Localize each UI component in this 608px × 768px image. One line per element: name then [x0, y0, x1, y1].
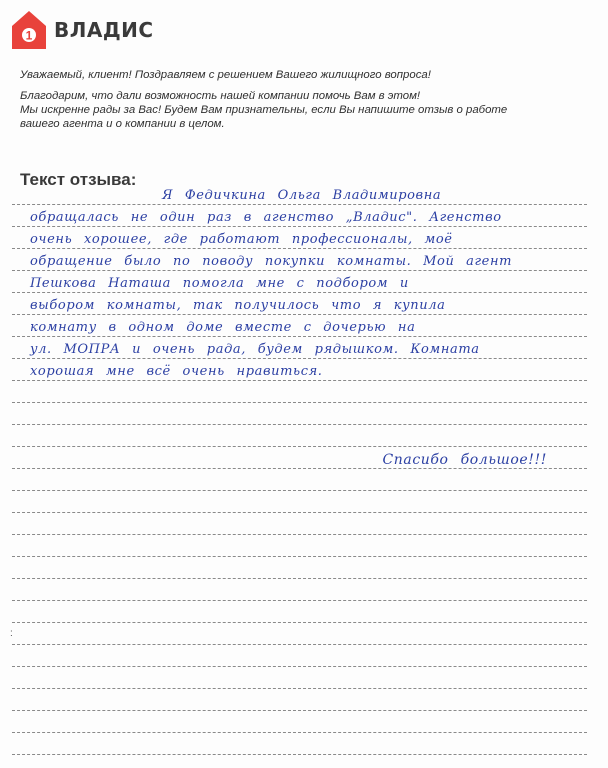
ruled-line	[12, 380, 587, 381]
ruled-line	[12, 534, 587, 535]
ruled-line	[12, 688, 587, 689]
congratulation-line: Уважаемый, клиент! Поздравляем с решением Вашего жилищного вопроса!	[20, 69, 431, 81]
ruled-line	[12, 270, 587, 271]
ruled-line	[12, 446, 587, 447]
intro-text	[20, 68, 595, 131]
handwritten-line: обращение было по поводу покупки комнаты. Мой агент	[30, 254, 513, 269]
brand-name: ВЛАДИС	[54, 18, 154, 42]
gratitude-line: Благодарим, что дали возможность нашей компании помочь Вам в этом!	[20, 90, 421, 102]
ruled-line	[12, 336, 587, 337]
house-key-logo-icon	[10, 9, 48, 51]
handwritten-line: выбором комнаты, так получилось что я купила	[30, 298, 446, 313]
ruled-line	[12, 512, 587, 513]
ruled-line	[12, 578, 587, 579]
ruled-line	[12, 644, 587, 645]
company-logo	[10, 9, 154, 51]
ruled-line	[12, 622, 587, 623]
ruled-line	[12, 314, 587, 315]
ruled-line	[12, 226, 587, 227]
review-title: Текст отзыва:	[20, 170, 137, 189]
ruled-line	[12, 292, 587, 293]
ruled-line	[12, 754, 587, 755]
request-line: Мы искренне рады за Вас! Будем Вам признательны, если Вы напишите отзыв о работе	[20, 104, 508, 116]
handwritten-line: очень хорошее, где работают профессионалы, моё	[30, 232, 453, 247]
ruled-line	[12, 490, 587, 491]
ruled-line	[12, 248, 587, 249]
ruled-line	[12, 402, 587, 403]
ruled-line	[12, 600, 587, 601]
handwritten-line: Пешкова Наташа помогла мне с подбором и	[30, 276, 409, 291]
handwritten-line: обращалась не один раз в агенство „Владис". Агенство	[30, 210, 502, 225]
handwritten-line: хорошая мне всё очень нравиться.	[30, 364, 323, 379]
logo-digit: 1	[25, 28, 33, 43]
ruled-line	[12, 358, 587, 359]
ruled-line	[12, 556, 587, 557]
ruled-line	[12, 424, 587, 425]
ruled-line	[12, 666, 587, 667]
handwritten-line: ул. МОПРА и очень рада, будем рядышком. Комната	[30, 342, 480, 357]
margin-mark: :	[10, 628, 13, 639]
ruled-line	[12, 204, 587, 205]
ruled-line	[12, 468, 587, 469]
handwritten-thanks: Спасибо большое!!!	[382, 452, 547, 468]
ruled-line	[12, 710, 587, 711]
ruled-line	[12, 732, 587, 733]
request-line-2: вашего агента и о компании в целом.	[20, 118, 225, 130]
handwritten-line: комнату в одном доме вместе с дочерью на	[30, 320, 416, 335]
handwritten-line: Я Федичкина Ольга Владимировна	[162, 188, 442, 203]
